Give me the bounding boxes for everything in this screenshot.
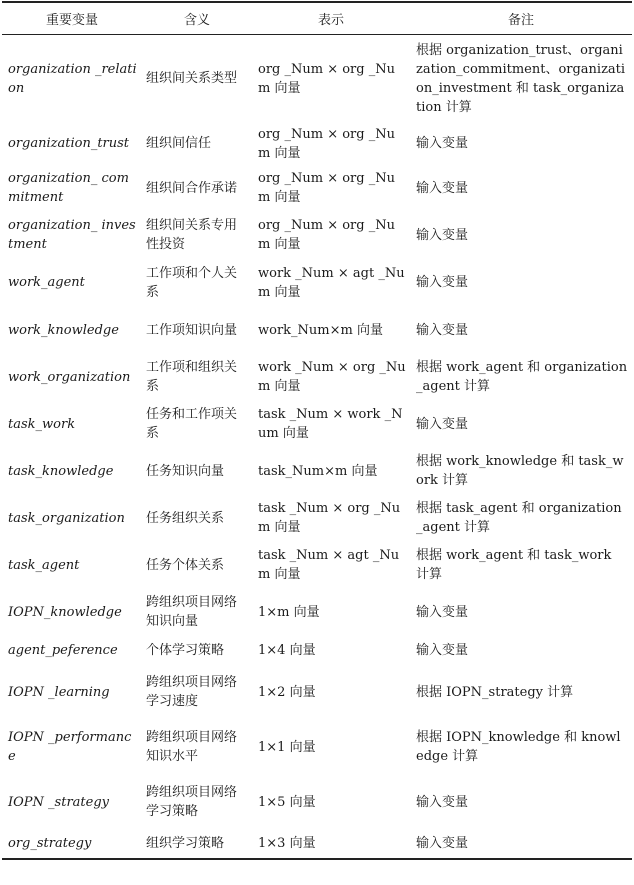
cell-note: 输入变量 — [416, 136, 469, 151]
cell-note: 根据 work_knowledge 和 task_work 计算 — [416, 454, 624, 488]
cell-variable: work_agent — [8, 275, 85, 290]
table-row — [2, 123, 632, 165]
table-row — [2, 776, 632, 829]
cell-note: 根据 work_agent 和 organization_agent 计算 — [416, 360, 628, 394]
cell-variable: work_knowledge — [8, 322, 119, 338]
variables-table — [2, 1, 632, 860]
cell-representation: 1×4 向量 — [258, 643, 316, 658]
cell-note: 输入变量 — [416, 275, 469, 290]
cell-variable: task_knowledge — [8, 463, 114, 479]
cell-note: 根据 organization_trust、organization_commitment、organization_investment 和 task_organization 计算 — [416, 42, 626, 115]
cell-representation: org _Num × org _Num 向量 — [258, 171, 395, 205]
table-row — [2, 259, 632, 307]
cell-note: 输入变量 — [416, 416, 469, 432]
cell-variable: task_agent — [8, 557, 80, 573]
cell-meaning: 个体学习策略 — [146, 643, 225, 658]
document-page — [0, 1, 634, 885]
cell-representation: 1×3 向量 — [258, 835, 316, 851]
table-row — [2, 35, 632, 123]
cell-meaning: 工作项和个人关系 — [146, 265, 238, 300]
cell-meaning: 任务个体关系 — [146, 557, 225, 573]
cell-note: 输入变量 — [416, 322, 469, 338]
cell-meaning: 组织间关系专用性投资 — [146, 218, 238, 252]
cell-variable: organization _relation — [8, 61, 137, 96]
cell-meaning: 跨组织项目网络学习速度 — [146, 675, 238, 709]
table-row — [2, 666, 632, 719]
cell-variable: IOPN_knowledge — [8, 604, 122, 620]
cell-representation: task_Num×m 向量 — [258, 463, 378, 479]
cell-meaning: 任务知识向量 — [146, 463, 225, 479]
cell-meaning: 组织学习策略 — [146, 835, 225, 851]
cell-note: 根据 IOPN_knowledge 和 knowledge 计算 — [416, 730, 621, 764]
cell-variable: organization_ commitment — [8, 171, 129, 205]
cell-representation: org _Num × org _Num 向量 — [258, 126, 395, 161]
header-representation: 表示 — [252, 2, 410, 35]
cell-variable: IOPN _strategy — [8, 794, 109, 810]
cell-meaning: 组织间信任 — [146, 136, 212, 151]
table-row — [2, 636, 632, 666]
cell-meaning: 组织间关系类型 — [146, 71, 238, 87]
cell-variable: org_strategy — [8, 835, 92, 851]
cell-representation: org _Num × org _Num 向量 — [258, 61, 395, 96]
cell-variable: task_organization — [8, 510, 125, 526]
cell-representation: 1×1 向量 — [258, 739, 316, 755]
cell-note: 根据 work_agent 和 task_work 计算 — [416, 548, 612, 582]
cell-variable: IOPN _performance — [8, 730, 132, 764]
header-row — [2, 2, 632, 35]
table-row — [2, 542, 632, 589]
cell-variable: task_work — [8, 416, 76, 432]
cell-meaning: 组织间合作承诺 — [146, 180, 238, 196]
cell-representation: work _Num × agt _Num 向量 — [258, 265, 405, 300]
cell-meaning: 工作项知识向量 — [146, 322, 238, 338]
header-variable: 重要变量 — [2, 2, 142, 35]
cell-representation: work_Num×m 向量 — [258, 322, 383, 338]
table-row — [2, 212, 632, 259]
cell-variable: organization_trust — [8, 136, 130, 151]
cell-representation: 1×5 向量 — [258, 794, 316, 810]
table-row — [2, 719, 632, 776]
table-row — [2, 165, 632, 212]
header-note: 备注 — [410, 2, 632, 35]
cell-note: 输入变量 — [416, 643, 469, 658]
cell-note: 输入变量 — [416, 180, 469, 196]
cell-note: 输入变量 — [416, 835, 469, 851]
table-row — [2, 401, 632, 448]
cell-meaning: 任务组织关系 — [146, 510, 225, 526]
cell-representation: work _Num × org _Num 向量 — [258, 360, 406, 394]
table-row — [2, 307, 632, 354]
cell-note: 输入变量 — [416, 604, 469, 620]
cell-representation: 1×2 向量 — [258, 684, 316, 700]
cell-note: 根据 IOPN_strategy 计算 — [416, 684, 574, 700]
table-row — [2, 354, 632, 401]
cell-representation: 1×m 向量 — [258, 604, 320, 620]
header-meaning: 含义 — [142, 2, 252, 35]
cell-representation: task _Num × agt _Num 向量 — [258, 548, 400, 582]
table-row — [2, 495, 632, 542]
cell-representation: task _Num × org _Num 向量 — [258, 501, 401, 535]
cell-meaning: 跨组织项目网络知识向量 — [146, 595, 238, 629]
cell-meaning: 跨组织项目网络学习策略 — [146, 785, 238, 819]
cell-meaning: 工作项和组织关系 — [146, 360, 238, 394]
cell-variable: agent_peference — [8, 643, 118, 658]
cell-representation: org _Num × org _Num 向量 — [258, 218, 395, 252]
table-row — [2, 829, 632, 859]
cell-representation: task _Num × work _Num 向量 — [258, 407, 403, 441]
cell-variable: work_organization — [8, 369, 131, 385]
cell-note: 输入变量 — [416, 794, 469, 810]
table-body — [2, 35, 632, 859]
table-row — [2, 448, 632, 495]
cell-note: 输入变量 — [416, 227, 469, 243]
cell-variable: IOPN _learning — [8, 684, 110, 700]
table-header — [2, 2, 632, 35]
table-row — [2, 589, 632, 636]
cell-meaning: 任务和工作项关系 — [146, 407, 238, 441]
cell-note: 根据 task_agent 和 organization_agent 计算 — [416, 501, 622, 535]
cell-meaning: 跨组织项目网络知识水平 — [146, 730, 238, 764]
cell-variable: organization_ investment — [8, 218, 136, 252]
